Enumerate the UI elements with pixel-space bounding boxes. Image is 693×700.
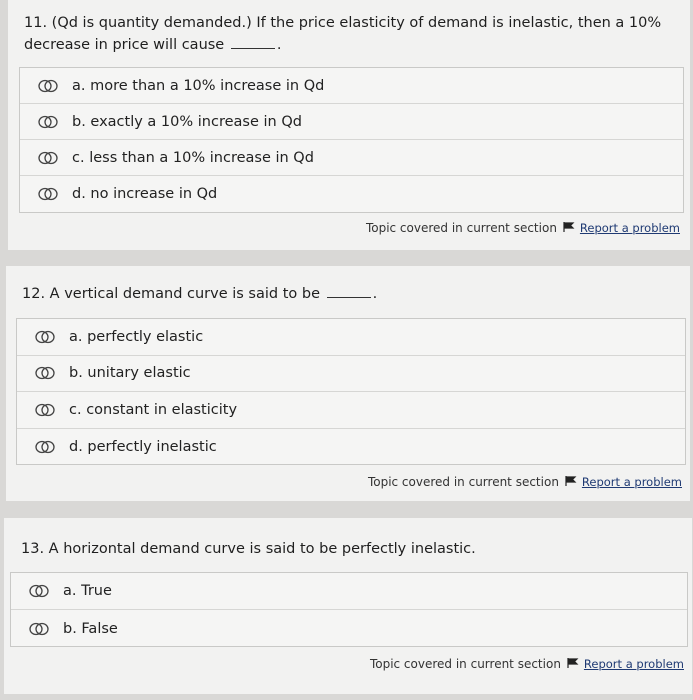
- question-footer: [366, 221, 680, 235]
- option-label: d. no increase in Qd: [72, 186, 218, 202]
- option-label: b. exactly a 10% increase in Qd: [72, 113, 302, 130]
- question-prompt: [22, 283, 662, 305]
- question-footer: [368, 475, 682, 489]
- topic-text: Topic covered in current section: [365, 221, 557, 235]
- option-label: b. unitary elastic: [69, 365, 191, 382]
- radio-button-icon[interactable]: [33, 366, 57, 380]
- question-13: [4, 518, 692, 694]
- flag-icon: [563, 221, 575, 235]
- answer-options: [10, 572, 688, 647]
- option-d[interactable]: [17, 429, 685, 466]
- question-text: 12. A vertical demand curve is said to be: [22, 286, 321, 302]
- option-label: c. constant in elasticity: [69, 401, 238, 418]
- topic-text: Topic covered in current section: [369, 657, 561, 671]
- report-problem-link[interactable]: Report a problem: [583, 657, 684, 671]
- radio-button-icon[interactable]: [27, 622, 51, 636]
- question-text: 13. A horizontal demand curve is said to be perfectly inelastic.: [21, 541, 476, 557]
- option-b[interactable]: [17, 356, 685, 393]
- option-b[interactable]: [11, 610, 687, 647]
- option-c[interactable]: [20, 140, 683, 176]
- radio-button-icon[interactable]: [27, 584, 51, 598]
- option-b[interactable]: [20, 104, 683, 140]
- radio-button-icon[interactable]: [36, 79, 60, 93]
- answer-blank: [231, 36, 275, 49]
- flag-icon: [567, 657, 579, 671]
- answer-blank: [327, 285, 371, 298]
- question-punctuation: .: [372, 286, 378, 302]
- option-a[interactable]: [20, 68, 683, 104]
- option-label: a. True: [63, 583, 112, 599]
- option-label: c. less than a 10% increase in Qd: [72, 149, 314, 166]
- option-d[interactable]: [20, 176, 683, 212]
- question-footer: [370, 657, 684, 671]
- question-12: [6, 266, 690, 501]
- answer-options: [19, 67, 684, 213]
- question-text: 11. (Qd is quantity demanded.) If the price elasticity of demand is inelastic, then a 10% decrease in price will cause: [24, 15, 662, 53]
- radio-button-icon[interactable]: [36, 187, 60, 201]
- flag-icon: [565, 475, 577, 489]
- option-label: a. perfectly elastic: [69, 328, 204, 345]
- question-prompt: [21, 538, 661, 560]
- option-a[interactable]: [17, 319, 685, 356]
- radio-button-icon[interactable]: [33, 403, 57, 417]
- topic-text: Topic covered in current section: [367, 475, 559, 489]
- question-11: [8, 0, 690, 250]
- radio-button-icon[interactable]: [36, 151, 60, 165]
- question-prompt: [24, 12, 674, 56]
- option-c[interactable]: [17, 392, 685, 429]
- question-punctuation: .: [276, 37, 282, 53]
- radio-button-icon[interactable]: [33, 330, 57, 344]
- report-problem-link[interactable]: Report a problem: [581, 475, 682, 489]
- option-label: d. perfectly inelastic: [69, 438, 217, 455]
- radio-button-icon[interactable]: [36, 115, 60, 129]
- radio-button-icon[interactable]: [33, 440, 57, 454]
- answer-options: [16, 318, 686, 465]
- option-label: a. more than a 10% increase in Qd: [72, 77, 325, 94]
- report-problem-link[interactable]: Report a problem: [579, 221, 680, 235]
- option-label: b. False: [63, 620, 118, 637]
- option-a[interactable]: [11, 573, 687, 610]
